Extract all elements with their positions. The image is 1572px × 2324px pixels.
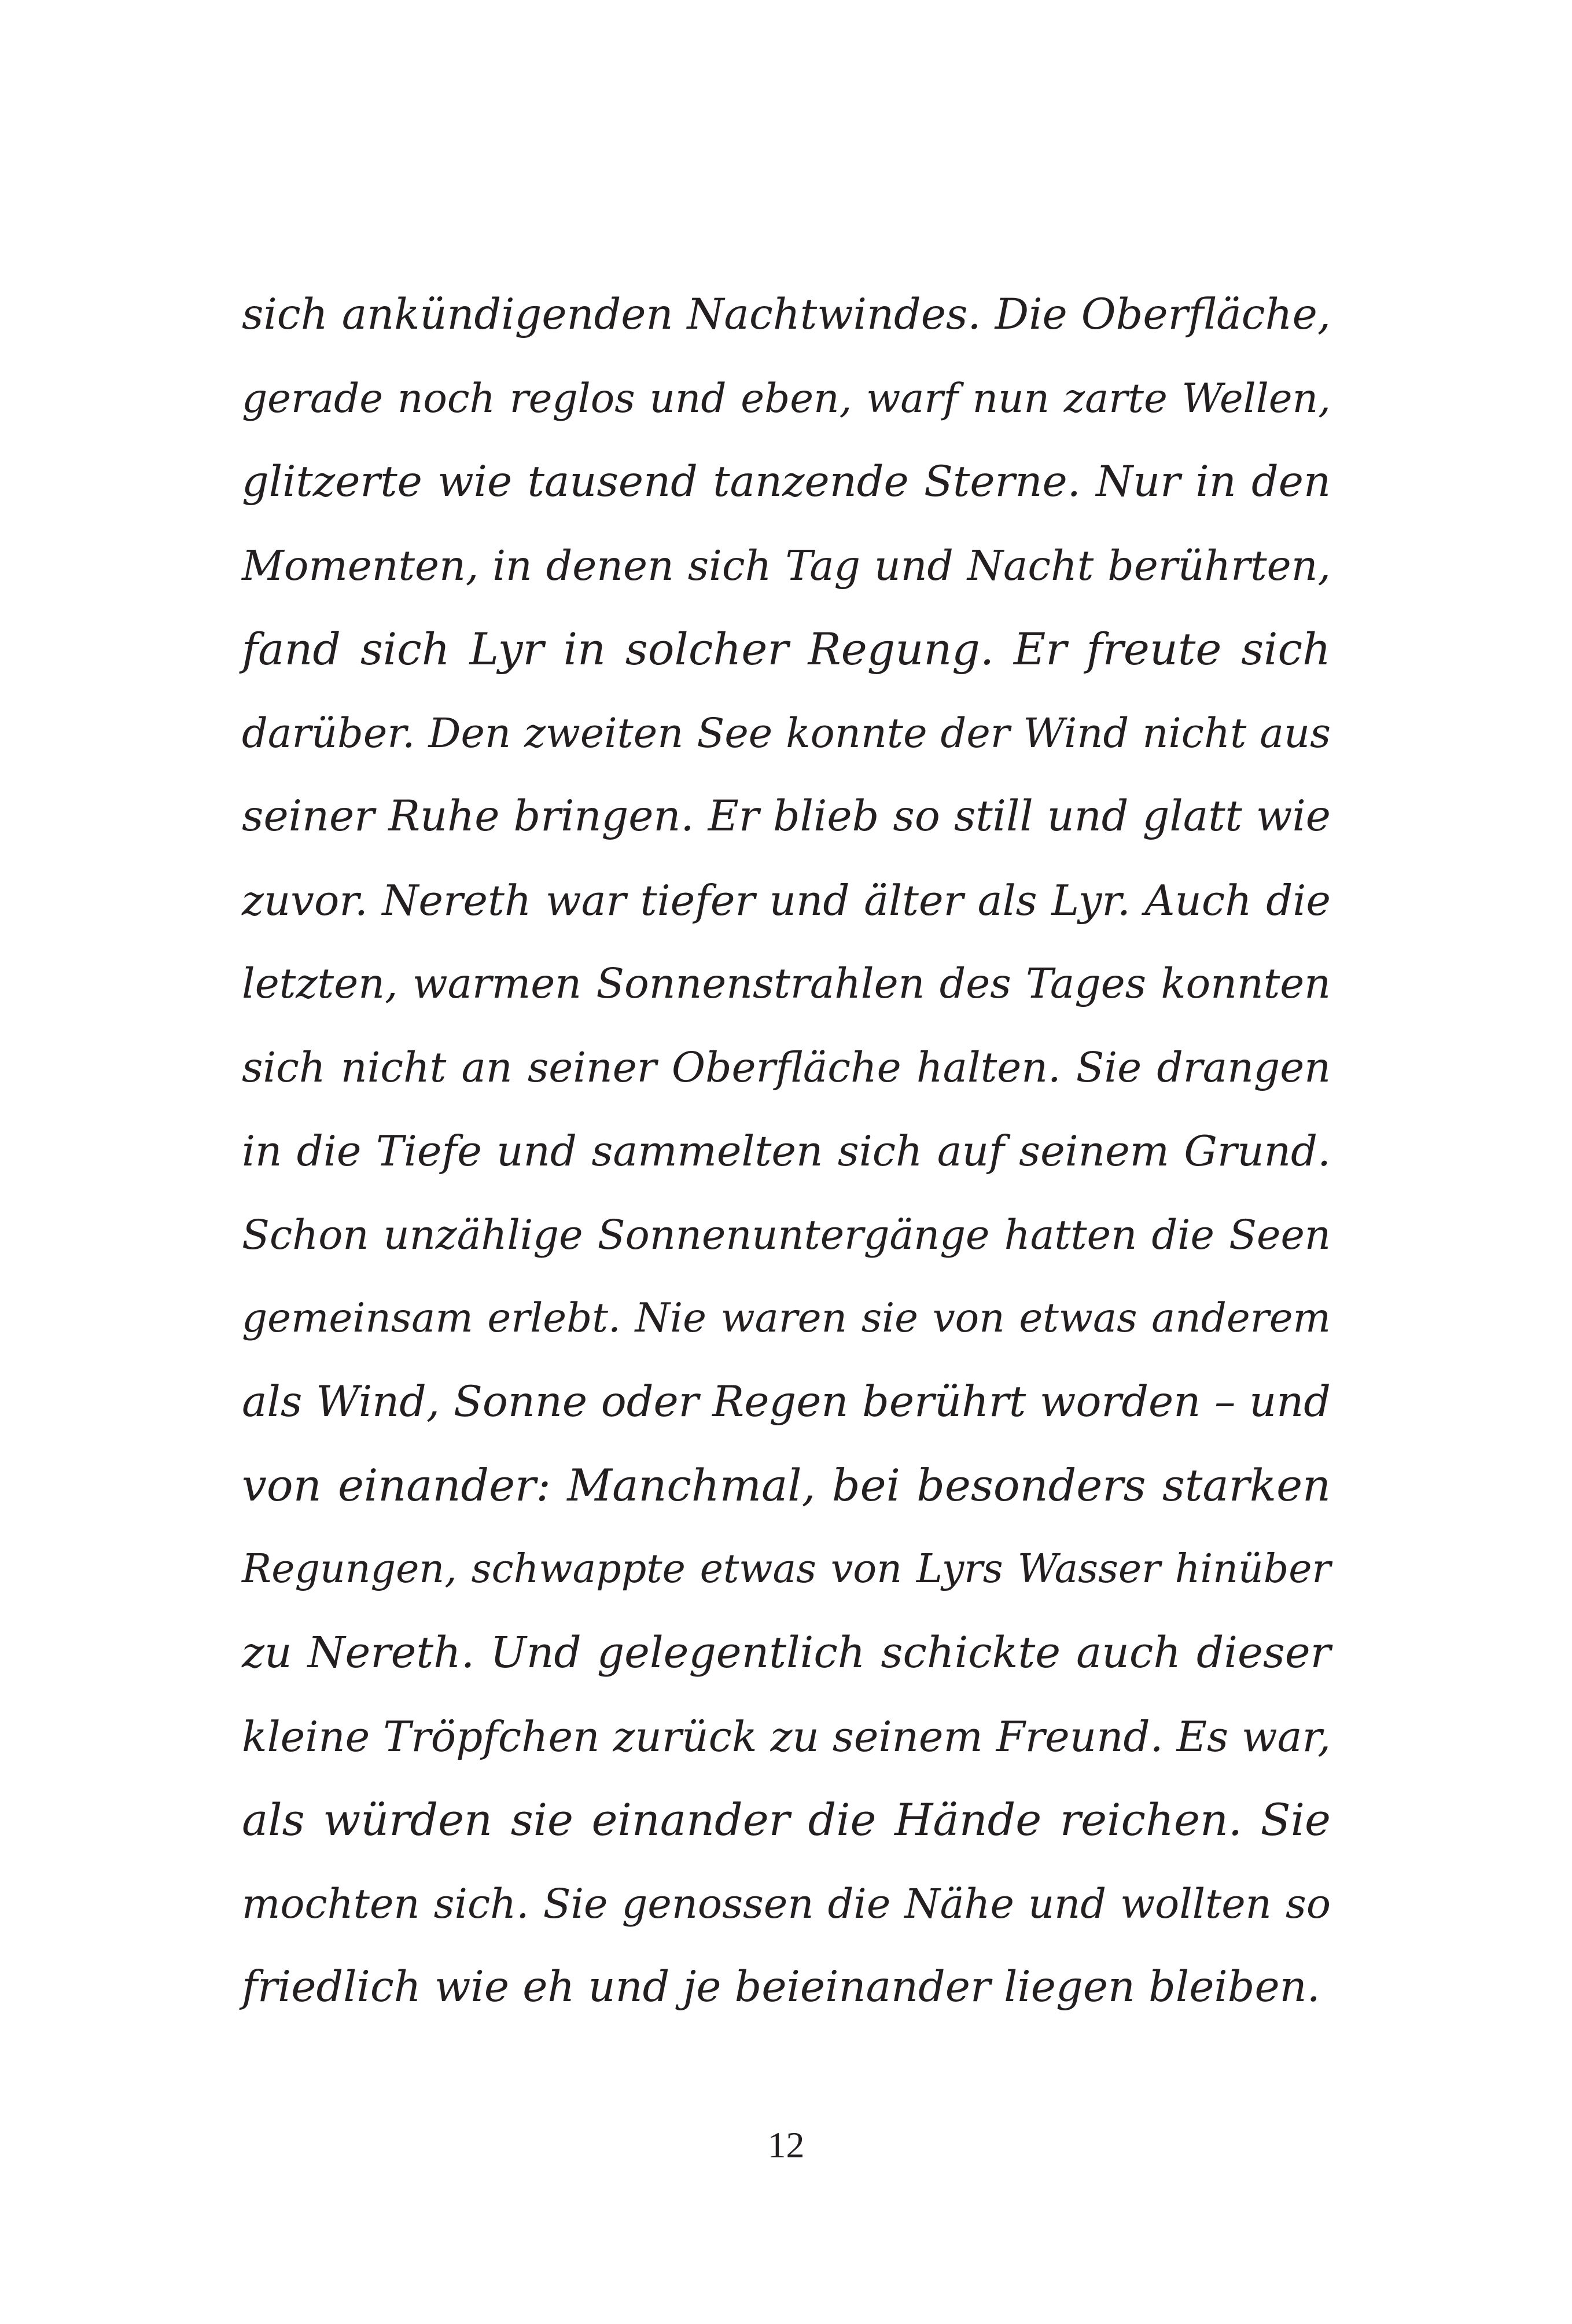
text-line-7: seiner Ruhe bringen. Er blieb so still und glatt wie [242, 792, 1331, 841]
text-line-13: gemeinsam erlebt. Nie waren sie von etwas anderem [242, 1295, 1331, 1341]
text-line-21: friedlich wie eh und je beieinander liegen bleiben. [242, 1962, 1320, 2012]
text-line-15: von einander: Manchmal, bei besonders starken [242, 1459, 1331, 1511]
text-line-3: glitzerte wie tausend tanzende Sterne. Nur in den [242, 457, 1331, 506]
body-text [242, 273, 1331, 2029]
text-line-8: zuvor. Nereth war tiefer und älter als Lyr. Auch die [242, 876, 1331, 925]
text-line-16: Regungen, schwappte etwas von Lyrs Wasser hinüber [242, 1546, 1331, 1592]
text-line-1: sich ankündigenden Nachtwindes. Die Oberfläche, [242, 290, 1331, 339]
text-line-4: Momenten, in denen sich Tag und Nacht berührten, [242, 541, 1331, 590]
text-line-9: letzten, warmen Sonnenstrahlen des Tages konnten [242, 959, 1331, 1007]
text-line-18: kleine Tröpfchen zurück zu seinem Freund. Es war, [242, 1712, 1331, 1761]
text-line-14: als Wind, Sonne oder Regen berührt worden – und [242, 1377, 1331, 1426]
text-line-6: darüber. Den zweiten See konnte der Wind nicht aus [242, 709, 1331, 757]
text-line-19: als würden sie einander die Hände reichen. Sie [242, 1794, 1331, 1845]
text-line-17: zu Nereth. Und gelegentlich schickte auch dieser [242, 1628, 1331, 1678]
text-line-20: mochten sich. Sie genossen die Nähe und wollten so [242, 1880, 1331, 1928]
text-line-10: sich nicht an seiner Oberfläche halten. Sie drangen [242, 1043, 1331, 1091]
page-number: 12 [767, 2124, 805, 2165]
text-line-2: gerade noch reglos und eben, warf nun zarte Wellen, [242, 375, 1331, 422]
text-line-5: fand sich Lyr in solcher Regung. Er freute sich [242, 623, 1331, 675]
text-line-12: Schon unzählige Sonnenuntergänge hatten die Seen [242, 1211, 1331, 1259]
text-line-11: in die Tiefe und sammelten sich auf seinem Grund. [242, 1127, 1331, 1175]
